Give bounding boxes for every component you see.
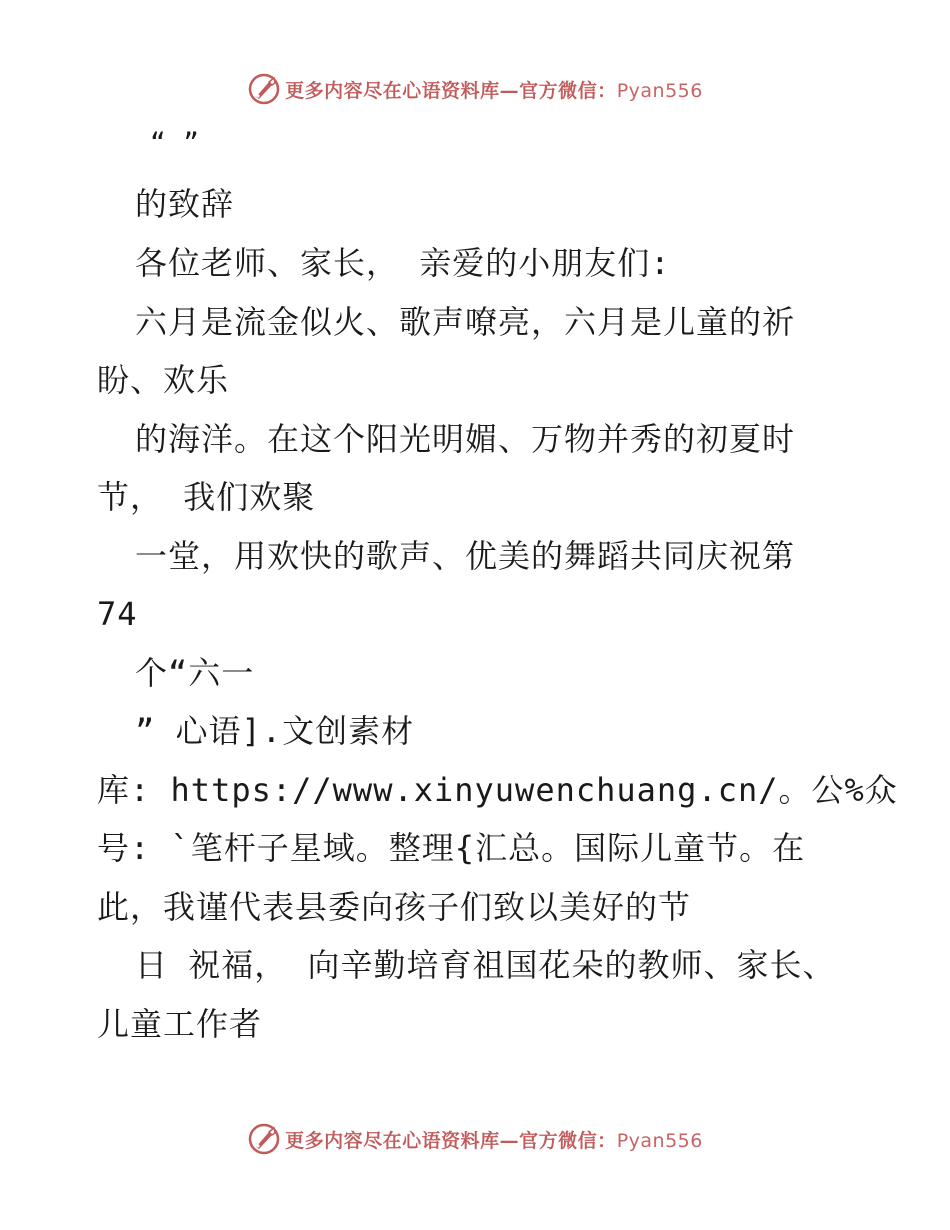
paragraph-line: ” 心语].文创素材 [135,712,415,750]
paragraph-line: 日 祝福， 向辛勤培育祖国花朵的教师、家长、 [135,946,836,984]
footer-contact-label: 官方微信： [519,1129,617,1152]
quill-pen-logo-icon [247,72,281,106]
paragraph-line: 74 [97,595,138,633]
paragraph-line: 六月是流金似火、歌声嘹亮，六月是儿童的祈 [135,303,796,341]
title-line: 的致辞 [135,185,235,223]
paragraph-line: 儿童工作者 [97,1005,263,1043]
salutation-line: 各位老师、家长， 亲爱的小朋友们: [135,244,671,282]
paragraph-line: 号: `笔杆子星域。整理{汇总。国际儿童节。在 [97,829,806,867]
paragraph-line: 的海洋。在这个阳光明媚、万物并秀的初夏时 [135,420,796,458]
paragraph-line: 库: https://www.xinyuwenchuang.cn/。公%众 [97,771,898,809]
header-contact-label: 官方微信： [519,79,617,102]
paragraph-line: 此，我谨代表县委向孩子们致以美好的节 [97,888,692,926]
header-banner [0,72,950,106]
paragraph-line: 盼、欢乐 [97,361,230,399]
footer-banner [0,1122,950,1156]
header-brand-text: 更多内容尽在心语资料库 [285,79,500,102]
header-separator: — [499,79,520,102]
footer-brand-text: 更多内容尽在心语资料库 [285,1129,500,1152]
header-watermark-text [285,76,703,103]
paragraph-line: 节， 我们欢聚 [97,478,316,516]
paragraph-line: 一堂，用欢快的歌声、优美的舞蹈共同庆祝第 [135,537,796,575]
quill-pen-logo-icon [247,1122,281,1156]
footer-watermark-text [285,1126,703,1153]
footer-separator: — [499,1129,520,1152]
header-contact-id: Pyan556 [616,79,703,102]
paragraph-line: 个“六一 [135,654,255,692]
footer-contact-id: Pyan556 [616,1129,703,1152]
title-quotes: “ ” [150,128,200,158]
